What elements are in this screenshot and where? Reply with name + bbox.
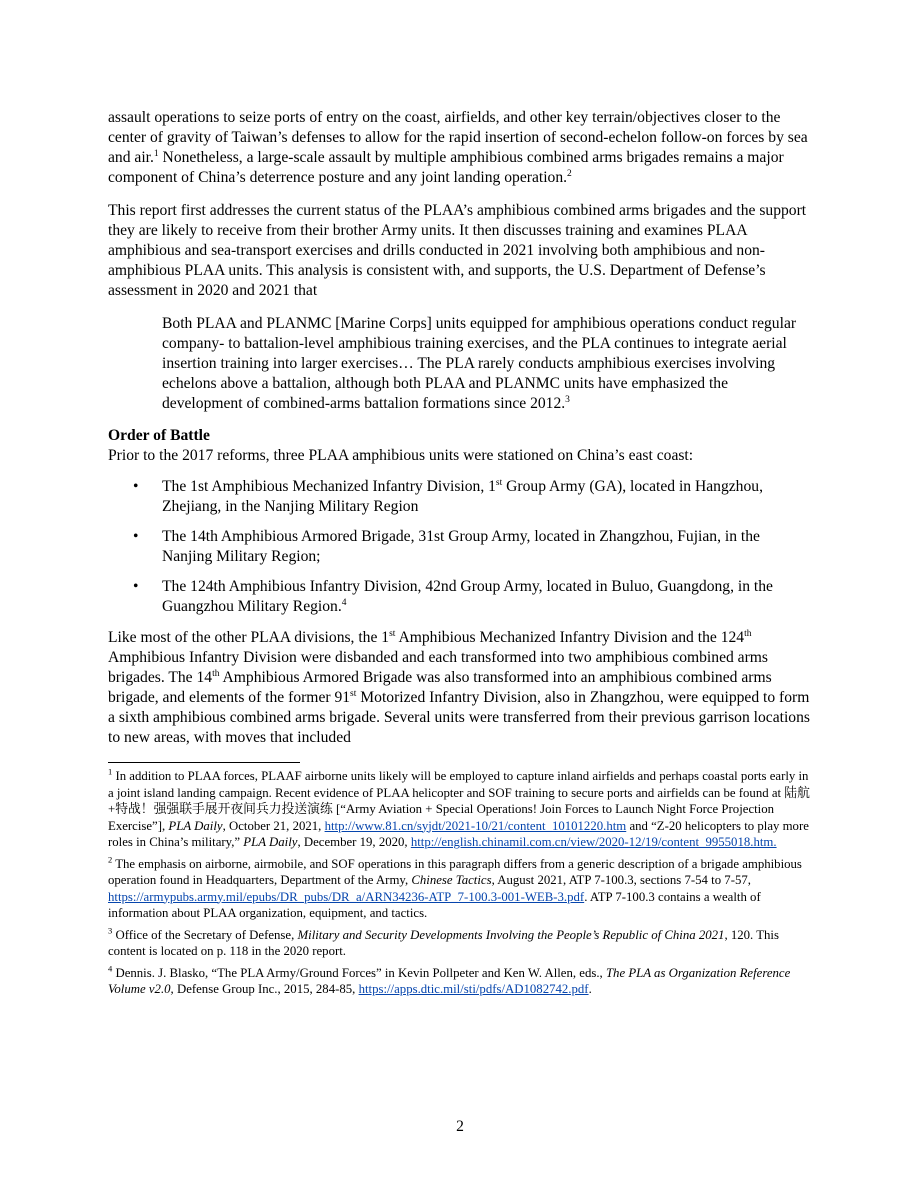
- body-paragraph-1: assault operations to seize ports of entry on the coast, airfields, and other key terrain/objectives closer to the center of gravity of Taiwan’s defenses to allow for the rapid insertion of second-echelon follow-on forces by sea and air.$^1$ Nonetheless, a large-scale assault by multiple amphibious combined arms brigades remains a major component of China’s deterrence posture and any joint landing operation.$^2$: [108, 109, 808, 186]
- footnote-ref-2[interactable]: 2: [567, 168, 572, 179]
- list-item: • The 124th Amphibious Infantry Division, 42nd Group Army, located in Buluo, Guangdong, in the Guangzhou Military Region.$^4$: [133, 578, 773, 615]
- footnote-1: $^1$ In addition to PLAA forces, PLAAF airborne units likely will be employed to capture inland airfields and perhaps coastal ports early in a joint island landing campaign. Recent evidence of PLAA helicopter and SOF training to secure ports and airfields can be found at 陆航+特战！强强联手展开夜间兵力投送演练 [“Army Aviation + Special Operations! Join Forces to Launch Night Force Projection Exercise”], PLA Daily, October 21, 2021, http://www.81.cn/syjdt/2021-10/21/content_10101220.htm and “Z-20 helicopters to play more roles in China’s military,” PLA Daily, December 19, 2020, http://english.chinamil.com.cn/view/2020-12/19/content_9955018.htm.: [108, 766, 810, 849]
- footnote-3: $^3$ Office of the Secretary of Defense, Military and Security Developments Involving the People’s Republic of China 2021, 120. This content is located on p. 118 in the 2020 report.: [108, 925, 779, 958]
- footnote-4: $^4$ Dennis. J. Blasko, “The PLA Army/Ground Forces” in Kevin Pollpeter and Ken W. Allen, eds., The PLA as Organization Reference Volume v2.0, Defense Group Inc., 2015, 284-85, https://apps.dtic.mil/sti/pdfs/AD1082742.pdf.: [108, 963, 791, 996]
- list-item: • The 1st Amphibious Mechanized Infantry Division, 1st Group Army (GA), located in Hangzhou, Zhejiang, in the Nanjing Military Region: [133, 477, 763, 515]
- page-number: 2: [456, 1118, 464, 1135]
- bullet-icon: •: [133, 528, 139, 545]
- footnote-link[interactable]: https://armypubs.army.mil/epubs/DR_pubs/DR_a/ARN34236-ATP_7-100.3-001-WEB-3.pdf: [108, 889, 585, 904]
- footnote-link[interactable]: https://apps.dtic.mil/sti/pdfs/AD1082742.pdf: [358, 982, 589, 996]
- bullet-icon: •: [133, 478, 139, 495]
- footnote-link[interactable]: http://www.81.cn/syjdt/2021-10/21/content_10101220.htm: [324, 818, 627, 833]
- page-body: [108, 108, 812, 1003]
- list-item: • The 14th Amphibious Armored Brigade, 31st Group Army, located in Zhangzhou, Fujian, in the Nanjing Military Region;: [133, 528, 760, 565]
- body-paragraph-2: This report first addresses the current status of the PLAA’s amphibious combined arms brigades and the support they are likely to receive from their brother Army units. It then discusses training and examines PLAA amphibious and sea-transport exercises and drills conducted in 2021 involving both amphibious and non-amphibious PLAA units. This analysis is consistent with, and supports, the U.S. Department of Defense’s assessment in 2020 and 2021 that: [108, 202, 807, 299]
- block-quote: Both PLAA and PLANMC [Marine Corps] units equipped for amphibious operations conduct regular company- to battalion-level amphibious training exercises, and the PLA continues to integrate aerial insertion training into larger exercises… The PLA rarely conducts amphibious exercises involving echelons above a battalion, although both PLAA and PLANMC units have emphasized the development of combined-arms battalion formations since 2012.$^3$: [162, 315, 797, 412]
- footnote-ref-1[interactable]: 1: [153, 148, 159, 159]
- footnote-ref-4[interactable]: 4: [341, 597, 347, 608]
- footnote-2: $^2$ The emphasis on airborne, airmobile, and SOF operations in this paragraph differs from a generic description of a brigade amphibious operation found in Headquarters, Department of the Army, Chinese Tactics, August 2021, ATP 7-100.3, sections 7-54 to 7-57, https://armypubs.army.mil/epubs/DR_pubs/DR_a/ARN34236-ATP_7-100.3-001-WEB-3.pdf. ATP 7-100.3 contains a wealth of information about PLAA organization, equipment, and tactics.: [108, 854, 802, 920]
- bullet-list: [108, 477, 812, 617]
- bullet-icon: •: [133, 578, 139, 595]
- footnote-ref-3[interactable]: 3: [565, 394, 570, 405]
- section-lead: Prior to the 2017 reforms, three PLAA amphibious units were stationed on China’s east coast:: [108, 447, 694, 464]
- footnote-separator: [108, 762, 300, 763]
- footnote-link[interactable]: http://english.chinamil.com.cn/view/2020-12/19/content_9955018.htm.: [410, 835, 777, 849]
- section-heading: Order of Battle: [108, 427, 210, 444]
- body-paragraph-3: Like most of the other PLAA divisions, the 1st Amphibious Mechanized Infantry Division and the 124th Amphibious Infantry Division were disbanded and each transformed into two amphibious combined arms brigades. The 14th Amphibious Armored Brigade was also transformed into an amphibious combined arms brigade, and elements of the former 91st Motorized Infantry Division, also in Zhangzhou, were equipped to form a sixth amphibious combined arms brigade. Several units were transferred from their previous garrison locations to new areas, with moves that included: [108, 628, 810, 746]
